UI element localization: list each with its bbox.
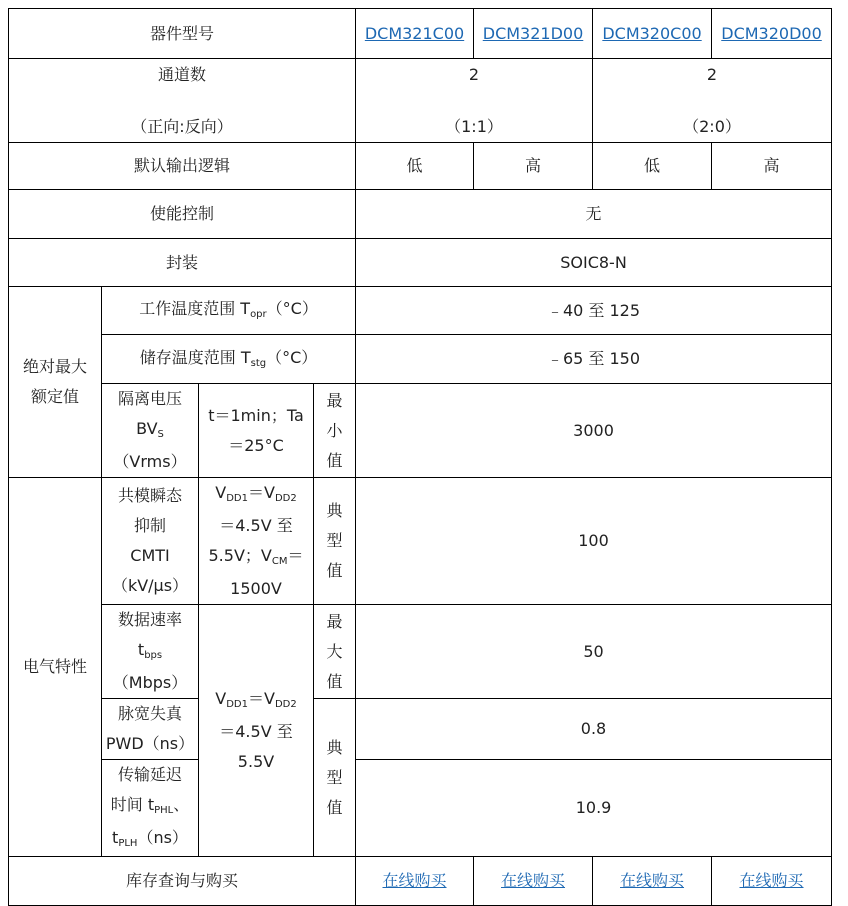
rate-label-line: 数据速率: [117, 610, 182, 629]
delay-label-text: t: [112, 828, 119, 847]
enable-value: 无: [356, 190, 832, 239]
channels-group-cell: [356, 59, 593, 143]
cond2-line: ＝4.5V 至: [219, 722, 293, 741]
rate-label-line: [104, 635, 196, 668]
bvs-condition-cell: [199, 384, 314, 478]
cmti-condition-line: [201, 478, 311, 511]
bvs-label-line: [104, 414, 196, 447]
rate-type-char: 最: [326, 611, 343, 631]
purchase-cell: [593, 857, 712, 906]
buy-online-link[interactable]: 在线购买: [501, 871, 566, 890]
default-output-label: 默认输出逻辑: [9, 143, 356, 190]
purchase-label: 库存查询与购买: [9, 857, 356, 906]
bvs-type-cell: [314, 384, 356, 478]
delay-label-line: 传输延迟: [117, 765, 182, 784]
model-cell: [356, 9, 474, 59]
bvs-type-char: 值: [326, 450, 343, 470]
cond2-cell: [199, 605, 314, 857]
default-output-row: [9, 143, 832, 190]
model-link[interactable]: DCM321D00: [482, 23, 584, 43]
enable-row: [9, 190, 832, 239]
cmti-row: [9, 478, 832, 605]
bvs-value: 3000: [356, 384, 832, 478]
topr-label-sub: opr: [250, 309, 267, 320]
delay-label-sub: PLH: [118, 838, 138, 849]
tstg-label-cell: [102, 335, 356, 384]
delay-label-text: 、: [173, 795, 190, 814]
pwd-row: [9, 699, 832, 760]
model-cell: [712, 9, 832, 59]
tstg-label-sub: stg: [250, 357, 267, 369]
cond-text: 5.5V；V: [208, 546, 272, 565]
rate-label-cell: [102, 605, 199, 699]
topr-label-cell: [102, 287, 356, 335]
pwd-type-char: 值: [326, 797, 343, 817]
purchase-cell: [474, 857, 593, 906]
model-link[interactable]: DCM320C00: [602, 23, 702, 43]
cmti-condition-line: ＝4.5V 至: [219, 516, 293, 535]
bvs-label-line: （Vrms）: [113, 452, 187, 471]
cond-sub: DD2: [274, 699, 297, 710]
delay-label-cell: [102, 760, 199, 857]
channel-count: 2: [706, 64, 718, 84]
pwd-label-line: 脉宽失真: [117, 704, 182, 723]
tstg-row: [9, 335, 832, 384]
enable-label: 使能控制: [9, 190, 356, 239]
header-row: [9, 9, 832, 59]
delay-label-line: [104, 823, 196, 856]
delay-label-text: （ns）: [137, 828, 188, 847]
bvs-type-char: 最: [326, 390, 343, 410]
cond-text: V: [215, 483, 227, 502]
cmti-type-char: 值: [326, 561, 343, 580]
topr-unit: （°C）: [266, 299, 318, 318]
channel-ratio: （2:0）: [683, 116, 741, 136]
cmti-label-line: 共模瞬态: [117, 486, 182, 505]
cond-text: V: [215, 689, 227, 708]
abs-max-group-label: [9, 287, 102, 478]
cond2-line: 5.5V: [237, 752, 275, 771]
cmti-type-char: 型: [326, 531, 343, 550]
delay-value: 10.9: [356, 760, 832, 857]
bvs-label-text: BV: [136, 419, 158, 438]
cond-sub: DD1: [226, 699, 248, 710]
pwd-label-line: PWD（ns）: [105, 734, 195, 753]
cond-sub: CM: [271, 556, 288, 567]
delay-label-sub: PHL: [154, 805, 174, 816]
topr-value: ﹣40 至 125: [356, 287, 832, 335]
cmti-condition-line: 1500V: [230, 579, 282, 598]
rate-label-sub: bps: [144, 650, 163, 661]
bvs-label-cell: [102, 384, 199, 478]
tstg-value: ﹣65 至 150: [356, 335, 832, 384]
channel-count: 2: [468, 64, 480, 84]
model-cell: [593, 9, 712, 59]
bvs-label-sub: S: [157, 429, 164, 440]
rate-type-char: 大: [326, 641, 343, 661]
abs-max-label-line: 绝对最大: [22, 357, 87, 376]
default-output-value: 低: [356, 143, 474, 190]
channels-label: 通道数: [158, 64, 207, 84]
channels-group-cell: [593, 59, 832, 143]
pwd-type-char: 型: [326, 767, 343, 787]
bvs-row: [9, 384, 832, 478]
package-row: [9, 239, 832, 287]
pwd-label-cell: [102, 699, 199, 760]
model-label: 器件型号: [9, 9, 356, 59]
default-output-value: 高: [712, 143, 832, 190]
cond2-line: [201, 684, 311, 717]
bvs-label-line: 隔离电压: [117, 389, 182, 408]
rate-value: 50: [356, 605, 832, 699]
model-link[interactable]: DCM320D00: [721, 23, 822, 43]
default-output-value: 高: [474, 143, 593, 190]
cond-text: ＝V: [248, 689, 275, 708]
buy-online-link[interactable]: 在线购买: [739, 871, 804, 890]
purchase-row: [9, 857, 832, 906]
delay-label-text: 时间 t: [110, 795, 155, 814]
purchase-cell: [712, 857, 832, 906]
cmti-condition-cell: [199, 478, 314, 605]
cmti-type-cell: [314, 478, 356, 605]
rate-row: [9, 605, 832, 699]
tstg-label: 储存温度范围 T: [139, 347, 251, 367]
delay-label-line: [104, 790, 196, 823]
cond-text: ＝V: [248, 483, 275, 502]
delay-row: [9, 760, 832, 857]
channels-label-cell: [9, 59, 356, 143]
topr-row: [9, 287, 832, 335]
bvs-condition-line: ＝25°C: [228, 435, 284, 455]
bvs-type-char: 小: [326, 420, 343, 440]
cmti-label-line: CMTI: [130, 546, 170, 565]
package-label: 封装: [9, 239, 356, 287]
buy-online-link[interactable]: 在线购买: [382, 871, 447, 890]
model-cell: [474, 9, 593, 59]
cmti-condition-line: [201, 541, 311, 574]
cmti-label-cell: [102, 478, 199, 605]
pwd-value: 0.8: [356, 699, 832, 760]
buy-online-link[interactable]: 在线购买: [620, 871, 685, 890]
channels-sublabel: （正向:反向）: [131, 116, 233, 136]
electrical-group-label: 电气特性: [9, 478, 102, 857]
topr-label: 工作温度范围 T: [139, 299, 251, 318]
cmti-label-line: 抑制: [133, 516, 166, 535]
rate-type-char: 值: [326, 671, 343, 691]
cmti-label-line: （kV/μs）: [111, 576, 189, 595]
channel-ratio: （1:1）: [445, 116, 503, 136]
pwd-type-char: 典: [326, 737, 343, 757]
cond-text: ＝: [287, 546, 304, 565]
cond-sub: DD1: [226, 493, 248, 504]
rate-label-line: （Mbps）: [112, 673, 188, 692]
channels-row: [9, 59, 832, 143]
abs-max-label-line: 额定值: [30, 387, 79, 406]
rate-label-text: t: [137, 640, 145, 659]
package-value: SOIC8-N: [356, 239, 832, 287]
cmti-value: 100: [356, 478, 832, 605]
tstg-unit: （°C）: [266, 347, 318, 367]
rate-type-cell: [314, 605, 356, 699]
pwd-type-cell: [314, 699, 356, 857]
bvs-condition-line: t＝1min；Ta: [208, 405, 304, 425]
cond-sub: DD2: [274, 493, 297, 504]
default-output-value: 低: [593, 143, 712, 190]
spec-table: [8, 8, 832, 906]
cmti-type-char: 典: [326, 501, 343, 520]
purchase-cell: [356, 857, 474, 906]
model-link[interactable]: DCM321C00: [364, 23, 465, 43]
